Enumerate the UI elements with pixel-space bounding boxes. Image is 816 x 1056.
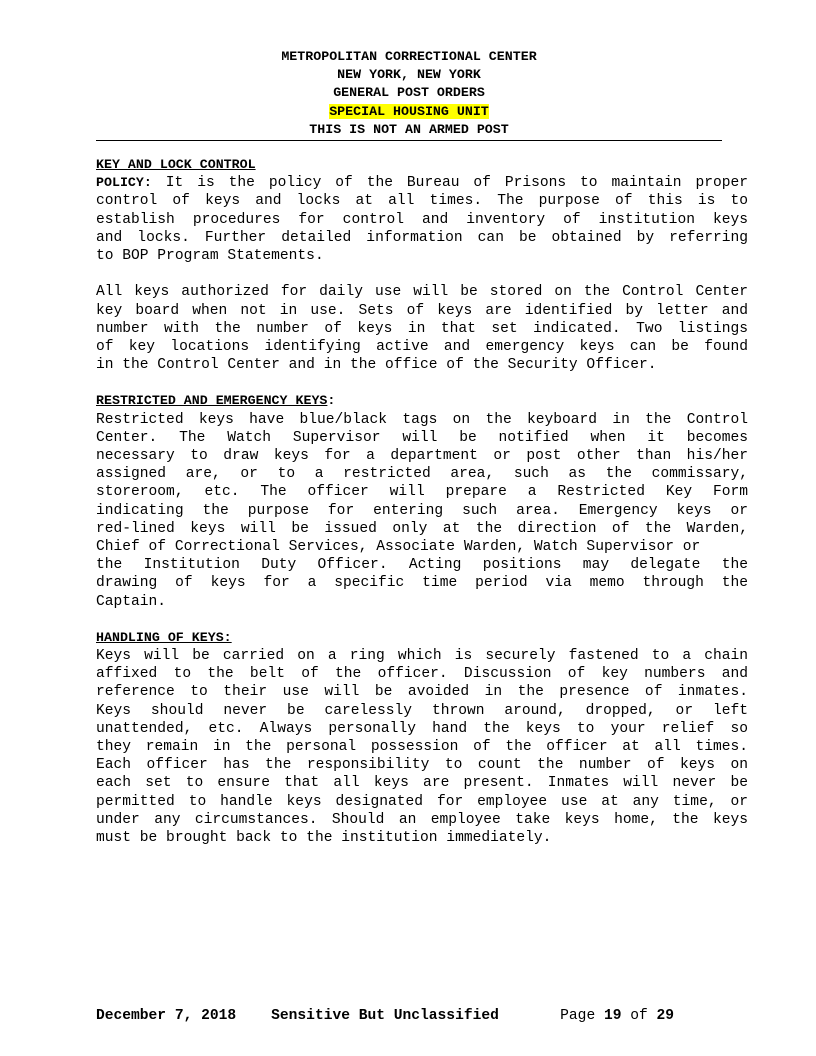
header-institution: METROPOLITAN CORRECTIONAL CENTER	[281, 49, 537, 64]
policy-label: POLICY:	[96, 175, 152, 191]
paragraph-line: storeroom, etc. The officer will prepare a Restricted Key Form	[96, 484, 748, 501]
policy-line: It is the policy of the Bureau of Prisons to maintain proper	[151, 175, 748, 192]
header-orders: GENERAL POST ORDERS	[333, 85, 485, 101]
paragraph-line: of key locations identifying active and emergency keys can be found	[96, 338, 748, 355]
footer-page-number: 19	[603, 1008, 622, 1024]
paragraph-line: under any circumstances. Should an employee take keys home, the keys	[96, 811, 748, 828]
paragraph-line: affixed to the belt of the officer. Discussion of key numbers and	[96, 666, 748, 683]
section-heading-key-lock: KEY AND LOCK CONTROL	[96, 157, 256, 172]
header-armed-status: THIS IS NOT AN ARMED POST	[309, 121, 509, 137]
page-footer	[96, 1008, 722, 1024]
footer-of-label: of	[630, 1008, 648, 1024]
document-header	[96, 48, 722, 139]
header-divider	[96, 140, 722, 141]
header-location: NEW YORK, NEW YORK	[337, 67, 481, 83]
paragraph-line: in the Control Center and in the office of the Security Officer.	[96, 357, 657, 374]
paragraph-line: necessary to draw keys for a department or post other than his/her	[96, 448, 748, 464]
footer-page-total: 29	[656, 1008, 675, 1024]
paragraph-line: they remain in the personal possession of the officer at all times.	[96, 739, 748, 755]
footer-classification: Sensitive But Unclassified	[271, 1008, 499, 1024]
paragraph-line: each set to ensure that all keys are present. Inmates will never be	[96, 775, 748, 792]
paragraph-line: permitted to handle keys designated for employee use at any time, or	[96, 793, 748, 810]
paragraph-line: Each officer has the responsibility to count the number of keys on	[96, 757, 748, 774]
paragraph-line: Center. The Watch Supervisor will be notified when it becomes	[96, 429, 748, 446]
paragraph-line: Captain.	[96, 593, 167, 610]
paragraph-line: key board when not in use. Sets of keys are identified by letter and	[96, 302, 748, 319]
paragraph-line: and locks. Further detailed information can be obtained by referring	[96, 229, 748, 246]
paragraph-line: Chief of Correctional Services, Associate Warden, Watch Supervisor or	[96, 538, 701, 555]
paragraph-line: must be brought back to the institution immediately.	[96, 829, 552, 846]
section-heading-handling: HANDLING OF KEYS:	[96, 629, 232, 645]
paragraph-line: All keys authorized for daily use will be stored on the Control Center	[96, 284, 748, 301]
paragraph-line: red-lined keys will be issued only at the direction of the Warden,	[96, 520, 748, 537]
paragraph-line: to BOP Program Statements.	[96, 247, 324, 264]
paragraph-line: the Institution Duty Officer. Acting positions may delegate the	[96, 557, 748, 574]
section-heading-restricted: RESTRICTED AND EMERGENCY KEYS	[96, 393, 328, 409]
paragraph-line: control of keys and locks at all times. The purpose of this is to	[96, 193, 748, 210]
header-post-name: SPECIAL HOUSING UNIT	[329, 103, 489, 119]
paragraph-line: reference to their use will be avoided in the presence of inmates.	[96, 684, 748, 701]
paragraph-line: Keys will be carried on a ring which is securely fastened to a chain	[96, 648, 748, 665]
paragraph-line: Keys should never be carelessly thrown around, dropped, or left	[96, 702, 748, 719]
paragraph-line: number with the number of keys in that set indicated. Two listings	[96, 320, 748, 337]
paragraph-line: Restricted keys have blue/black tags on the keyboard in the Control	[96, 411, 748, 428]
document-body: KEY AND LOCK CONTROL POLICY: It is the policy of the Bureau of Prisons to maintain proper control of keys and locks at all times. The purpose of this is to establish procedures for control and inventory of institution keys and locks. Further detailed information can be obtained by referring to BOP Program Statements. All keys authorized for daily use will be stored on the Control Center key board when not in use. Sets of keys are identified by letter and number with the number of keys in that set indicated. Two listings of key locations identifying active and emergency keys can be found in the Control Center and in the office of the Security Officer. RESTRICTED AND EMERGENCY KEYS: Restricted keys have blue/black tags on the keyboard in the Control Center. The Watch Supervisor will be notified when it becomes necessary to draw keys for a department or post other than his/her assigned are, or to a restricted area, such as the commissary, storeroom, etc. The officer will prepare a Restricted Key Form indicating the purpose for entering such area. Emergency keys or red-lined keys will be issued only at the direction of the Warden, Chief of Correctional Services, Associate Warden, Watch Supervisor or the Institution Duty Officer. Acting positions may delegate the drawing of keys for a specific time period via memo through the Captain. HANDLING OF KEYS: Keys will be carried on a ring which is securely fastened to a chain affixed to the belt of the officer. Discussion of key numbers and reference to their use will be avoided in the presence of inmates. Keys should never be carelessly thrown around, dropped, or left unattended, etc. Always personally hand the keys to your relief so they remain in the personal possession of the officer at all times. Each officer has the responsibility to count the number of keys on each set to ensure that all keys are present. Inmates will never be permitted to handle keys designated for employee use at any time, or under any circumstances. Should an employee take keys home, the keys must be brought back to the institution immediately.	[96, 157, 748, 846]
paragraph-line: indicating the purpose for entering such area. Emergency keys or	[96, 502, 748, 519]
footer-page-label: Page	[560, 1008, 596, 1024]
paragraph-line: assigned are, or to a restricted area, such as the commissary,	[96, 466, 748, 483]
paragraph-line: drawing of keys for a specific time period via memo through the	[96, 575, 748, 592]
paragraph-line: unattended, etc. Always personally hand the keys to your relief so	[96, 720, 748, 737]
paragraph-line: establish procedures for control and inventory of institution keys	[96, 211, 748, 228]
footer-date: December 7, 2018	[96, 1008, 237, 1024]
